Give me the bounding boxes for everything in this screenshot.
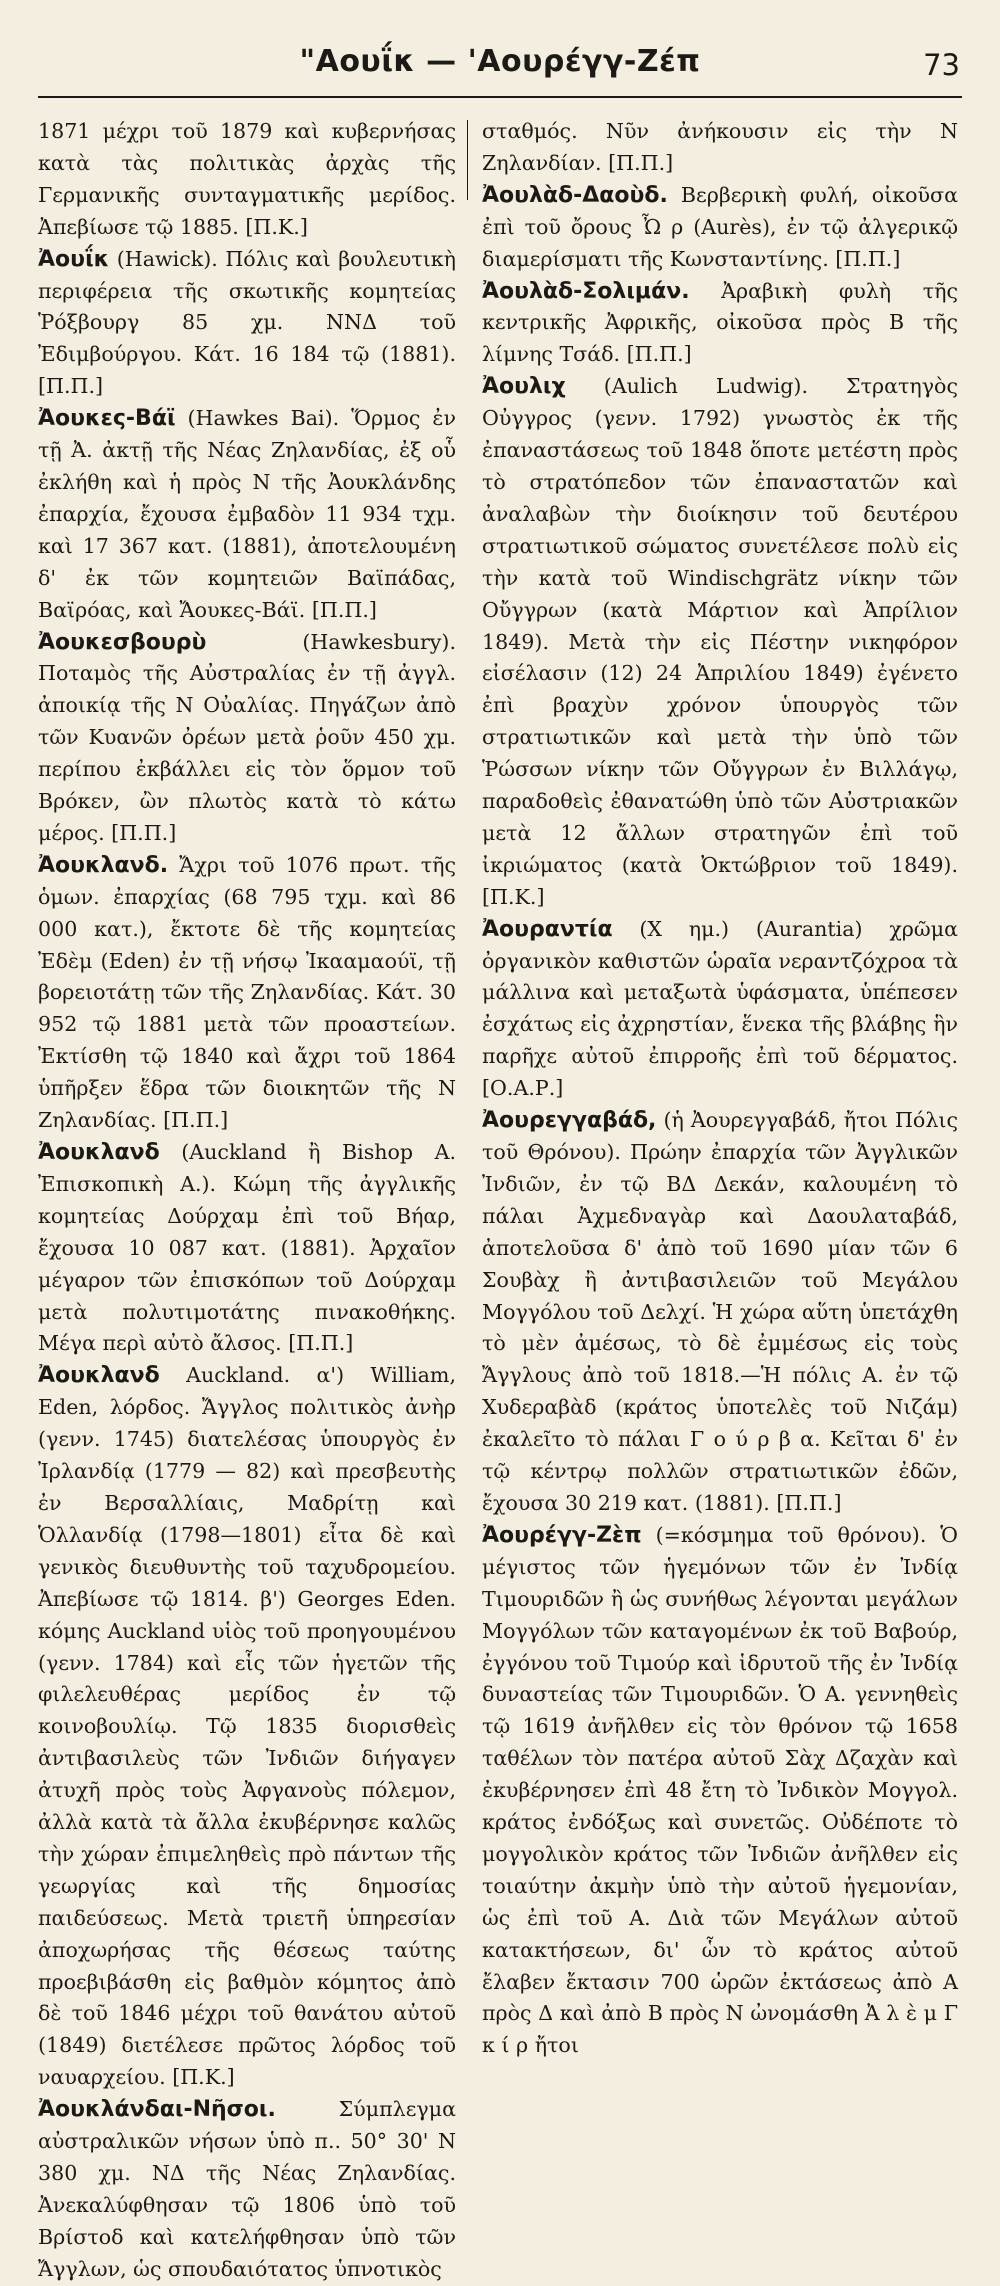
entry-headword: Ἀουρεγγαβάδ, [482,1108,657,1134]
page-header [38,36,962,98]
entry-text: (ἡ Ἀουρεγγαβάδ, ἤτοι Πόλις τοῦ Θρόνου). Πρώην ἐπαρχία τῶν Ἀγγλικῶν Ἰνδιῶν, ἐν τῷ ΒΔ Δεκάν, καλουμένη τὸ πάλαι Ἀχμεδναγὰρ καὶ Δαουλαταβάδ, ἀποτελοῦσα δ' ἀπὸ τοῦ 1690 μίαν τῶν 6 Σουβὰχ ἢ ἀντιβασιλειῶν τοῦ Μεγάλου Μογγόλου τοῦ Δελχί. Ἡ χώρα αὕτη ὑπετάχθη τὸ μὲν ἀμέσως, τὸ δὲ ἐμμέσως εἰς τοὺς Ἄγγλους ἀπὸ τοῦ 1818.—Ἡ πόλις Α. ἐν τῷ Χυδεραβὰδ (κράτος ὑποτελὲς τοῦ Νιζάμ) ἐκαλεῖτο τὸ πάλαι Γ ο ύ ρ β α. Κεῖται δ' ἐν τῷ κέντρῳ πολλῶν στρατιωτικῶν ἐδῶν, ἔχουσα 30 219 κατ. (1881). [Π.Π.] [482,1108,958,1515]
dictionary-entry [38,1360,456,2094]
entry-text: (Hawkes Bai). Ὅρμος ἐν τῇ Ἀ. ἀκτῇ τῆς Νέας Ζηλανδίας, ἐξ οὗ ἐκλήθη καὶ ἡ πρὸς Ν τῆς Ἀουκλάνδης ἐπαρχία, ἔχουσα ἐμβαδὸν 11 934 τχμ. καὶ 17 367 κατ. (1881), ἀποτελουμένη δ' ἐκ τῶν κομητειῶν Βαϊπάδας, Βαϊρόας, καὶ Ἄουκες-Βάϊ. [Π.Π.] [38,406,456,622]
page-number: 73 [923,48,960,82]
entry-text: Auckland. α') William, Eden, λόρδος. Ἄγγλος πολιτικὸς ἀνὴρ (γενν. 1745) διατελέσας ὑπουργὸς ἐν Ἰρλανδίᾳ (1779 — 82) καὶ πρεσβευτὴς ἐν Βερσαλλίαις, Μαδρίτῃ καὶ Ὁλλανδίᾳ (1798—1801) εἶτα δὲ καὶ γενικὸς διευθυντὴς τοῦ ταχυδρομείου. Ἀπεβίωσε τῷ 1814. β') Georges Eden. κόμης Auckland υἱὸς τοῦ προηγουμένου (γενν. 1784) καὶ εἷς τῶν ἡγετῶν τῆς φιλελευθέρας μερίδος ἐν τῷ κοινοβουλίῳ. Τῷ 1835 διορισθεὶς ἀντιβασιλεὺς τῶν Ἰνδιῶν διήγαγεν ἀτυχῆ πρὸς τοὺς Ἀφγανοὺς πόλεμον, ἀλλὰ κατὰ τὰ ἄλλα ἐκυβέρνησε καλῶς τὴν χώραν ἐπιμεληθεὶς πρὸ πάντων τῆς γεωργίας καὶ τῆς δημοσίας παιδεύσεως. Μετὰ τριετῆ ὑπηρεσίαν ἀποχωρήσας τῆς θέσεως ταύτης προεβιβάσθη εἰς βαθμὸν κόμητος ἀπὸ δὲ τοῦ 1846 μέχρι τοῦ θανάτου αὐτοῦ (1849) διετέλεσε πρῶτος λόρδος τοῦ ναυαρχείου. [Π.Κ.] [38,1363,456,2090]
entry-text: Ἀραβικὴ φυλὴ τῆς κεντρικῆς Ἀφρικῆς, οἰκοῦσα πρὸς Β τῆς λίμνης Τσάδ. [Π.Π.] [482,278,959,367]
entry-text: Βερβερικὴ φυλή, οἰκοῦσα ἐπὶ τοῦ ὄρους Ὦ ρ (Aurès), ἐν τῷ ἀλγερικῷ διαμερίσματι τῆς Κωνσταντίνης. [Π.Π.] [482,182,958,271]
entry-text: (Hawkesbury). Ποταμὸς τῆς Αὐστραλίας ἐν τῇ ἀγγλ. ἀποικίᾳ τῆς Ν Οὐαλίας. Πηγάζων ἀπὸ τῶν Κυανῶν ὀρέων μετὰ ῥοῦν 450 χμ. περίπου ἐκβάλλει εἰς τὸν ὅρμον τοῦ Βρόκεν, ὢν πλωτὸς κατὰ τὸ κάτω μέρος. [Π.Π.] [38,629,456,845]
dictionary-entry [482,116,958,180]
entry-headword: Ἀουκλανδ [38,1363,160,1389]
entry-headword: Ἀουλὰδ-Σολιμάν. [482,278,690,304]
dictionary-entry [38,244,456,404]
entry-text: (Hawick). Πόλις καὶ βουλευτικὴ περιφέρεια τῆς σκωτικῆς κομητείας Ῥόξβουργ 85 χμ. ΝΝΔ τοῦ Ἐδιμβούργου. Κάτ. 16 184 τῷ (1881). [Π.Π.] [38,246,457,399]
dictionary-entry [482,1520,958,2062]
entry-text: 1871 μέχρι τοῦ 1879 καὶ κυβερνήσας κατὰ τὰς πολιτικὰς ἀρχὰς τῆς Γερμανικῆς συνταγματικῆς μερίδος. Ἀπεβίωσε τῷ 1885. [Π.Κ.] [38,119,456,239]
column-divider [467,120,468,200]
entry-headword: Ἀουκες-Βάϊ [38,406,176,432]
dictionary-entry [482,180,958,276]
entry-headword: Ἀουκλάνδαι-Νῆσοι. [38,2097,276,2123]
entry-headword: Ἀουραντία [482,916,613,942]
dictionary-entry [38,850,456,1137]
entry-text: (X ημ.) (Aurantia) χρῶμα ὀργανικὸν καθιστῶν ὡραῖα νεραντζόχροα τὰ μάλλινα καὶ μεταξωτὰ ὑφάσματα, ὑπέπεσεν ἐσχάτως εἰς ἀχρηστίαν, ἕνεκα τῆς βλάβης ἣν παρῆχε αὐτοῦ ἐπιρροῆς ἐπὶ τοῦ δέρματος. [Ο.Α.Ρ.] [482,916,959,1101]
entry-headword: Ἀουΐκ [38,246,110,272]
entry-headword: Ἀουρέγγ-Ζὲπ [482,1522,642,1548]
running-title: "Αουΐκ — 'Αουρέγγ-Ζέπ [299,44,701,79]
dictionary-entry [482,1105,958,1520]
entry-text: Ἄχρι τοῦ 1076 πρωτ. τῆς ὁμων. ἐπαρχίας (68 795 τχμ. καὶ 86 000 κατ.), ἔκτοτε δὲ τῆς κομητείας Ἐδὲμ (Eden) ἐν τῇ νήσῳ Ἰκααμαούϊ, τῇ βορειοτάτῃ τῶν τῆς Ζηλανδίας. Κάτ. 30 952 τῷ 1881 μετὰ τῶν προαστείων. Ἐκτίσθη τῷ 1840 καὶ ἄχρι τοῦ 1864 ὑπῆρξεν ἕδρα τῶν διοικητῶν τῆς Ν Ζηλανδίας. [Π.Π.] [38,852,456,1133]
dictionary-entry [38,403,456,626]
dictionary-entry [38,627,456,850]
entry-headword: Ἀουλὰδ-Δαοὺδ. [482,182,668,208]
entry-text: σταθμός. Νῦν ἀνήκουσιν εἰς τὴν Ν Ζηλανδίαν. [Π.Π.] [482,119,958,175]
entry-text: (Aulich Ludwig). Στρατηγὸς Οὐγγρος (γενν. 1792) γνωστὸς ἐκ τῆς ἐπαναστάσεως τοῦ 1848 ὅποτε μετέστη πρὸς τὸ στρατόπεδον τῶν ἐπαναστατῶν καὶ ἀναλαβὼν τὴν διοίκησιν τοῦ δευτέρου στρατιωτικοῦ σώματος συνετέλεσε πολὺ εἰς τὴν κατὰ τοῦ Windischgrätz νίκην τῶν Οὔγγρων (κατὰ Μάρτιον καὶ Ἀπρίλιον 1849). Μετὰ τὴν εἰς Πέστην νικηφόρον εἰσέλασιν (12) 24 Ἀπριλίου 1849) ἐγένετο ἐπὶ βραχὺν χρόνον ὑπουργὸς τῶν στρατιωτικῶν καὶ μετὰ τὴν ὑπὸ τῶν Ῥώσσων νίκην τῶν Οὔγγρων ἐν Βιλλάγῳ, παραδοθεὶς ἐθανατώθη ὑπὸ τῶν Αὐστριακῶν μετὰ 12 ἄλλων στρατηγῶν ἐπὶ τοῦ ἰκριώματος (κατὰ Ὀκτώβριον τοῦ 1849). [Π.Κ.] [482,374,958,909]
right-column [482,116,959,2058]
entry-headword: Ἀουκλανδ [38,1140,160,1165]
dictionary-entry [38,116,456,244]
left-column [38,116,457,2281]
entry-text: Σύμπλεγμα αὐστραλικῶν νήσων ὑπὸ π.. 50° 30' Ν 380 χμ. ΝΔ τῆς Νέας Ζηλανδίας. Ἀνεκαλύφθησαν τῷ 1806 ὑπὸ τοῦ Βρίστοδ καὶ κατελήφθησαν ὑπὸ τῶν Ἄγγλων, ὡς σπουδαιότατος ὑπνοτικὸς [38,2097,456,2281]
dictionary-entry [482,371,958,913]
entry-headword: Ἀουκλανδ. [38,852,169,878]
dictionary-entry [482,276,958,372]
dictionary-entry [482,914,958,1105]
entry-headword: Ἀουλιχ [482,374,566,400]
dictionary-entry [38,1137,456,1360]
entry-headword: Ἀουκεσβουρὺ [38,629,207,655]
dictionary-entry [38,2094,456,2285]
entry-text: (=κόσμημα τοῦ θρόνου). Ὁ μέγιστος τῶν ἡγεμόνων τῶν ἐν Ἰνδίᾳ Τιμουριδῶν ἢ ὡς συνήθως λέγονται μεγάλων Μογγόλων τῶν καταγομένων ἐκ τοῦ Βαβούρ, ἐγγόνου τοῦ Τιμούρ καὶ ἱδρυτοῦ τῆς ἐν Ἰνδίᾳ δυναστείας τῶν Τιμουριδῶν. Ὁ Α. γεννηθεὶς τῷ 1619 ἀνῆλθεν εἰς τὸν θρόνον τῷ 1658 ταθέλων τὸν πατέρα αὐτοῦ Σὰχ Δζαχὰν καὶ ἐκυβέρνησεν ἐπὶ 48 ἔτη τὸ Ἰνδικὸν Μογγολ. κράτος ἐνδόξως καὶ συνετῶς. Οὐδέποτε τὸ μογγολικὸν κράτος τῶν Ἰνδιῶν ἀνῆλθεν εἰς τοιαύτην ἀκμὴν ὑπὸ τὴν αὐτοῦ ἡγεμονίαν, ὡς ἐπὶ τοῦ Α. Διὰ τῶν Μεγάλων αὐτοῦ κατακτήσεων, δι' ὧν τὸ κράτος αὐτοῦ ἔλαβεν ἔκτασιν 700 ὡρῶν ἐκτάσεως ἀπὸ Α πρὸς Δ καὶ ἀπὸ Β πρὸς Ν ὠνομάσθη Ἀ λ ὲ μ Γ κ ί ρ ἤτοι [482,1522,958,2058]
entry-text: (Auckland ἢ Bishop A. Ἐπισκοπικὴ Α.). Κώμη τῆς ἀγγλικῆς κομητείας Δούρχαμ ἐπὶ τοῦ Βήαρ, ἔχουσα 10 087 κατ. (1881). Ἀρχαῖον μέγαρον τῶν ἐπισκόπων τοῦ Δούρχαμ μετὰ πολυτιμοτάτης πινακοθήκης. Μέγα περὶ αὐτὸ ἄλσος. [Π.Π.] [38,1140,456,1356]
